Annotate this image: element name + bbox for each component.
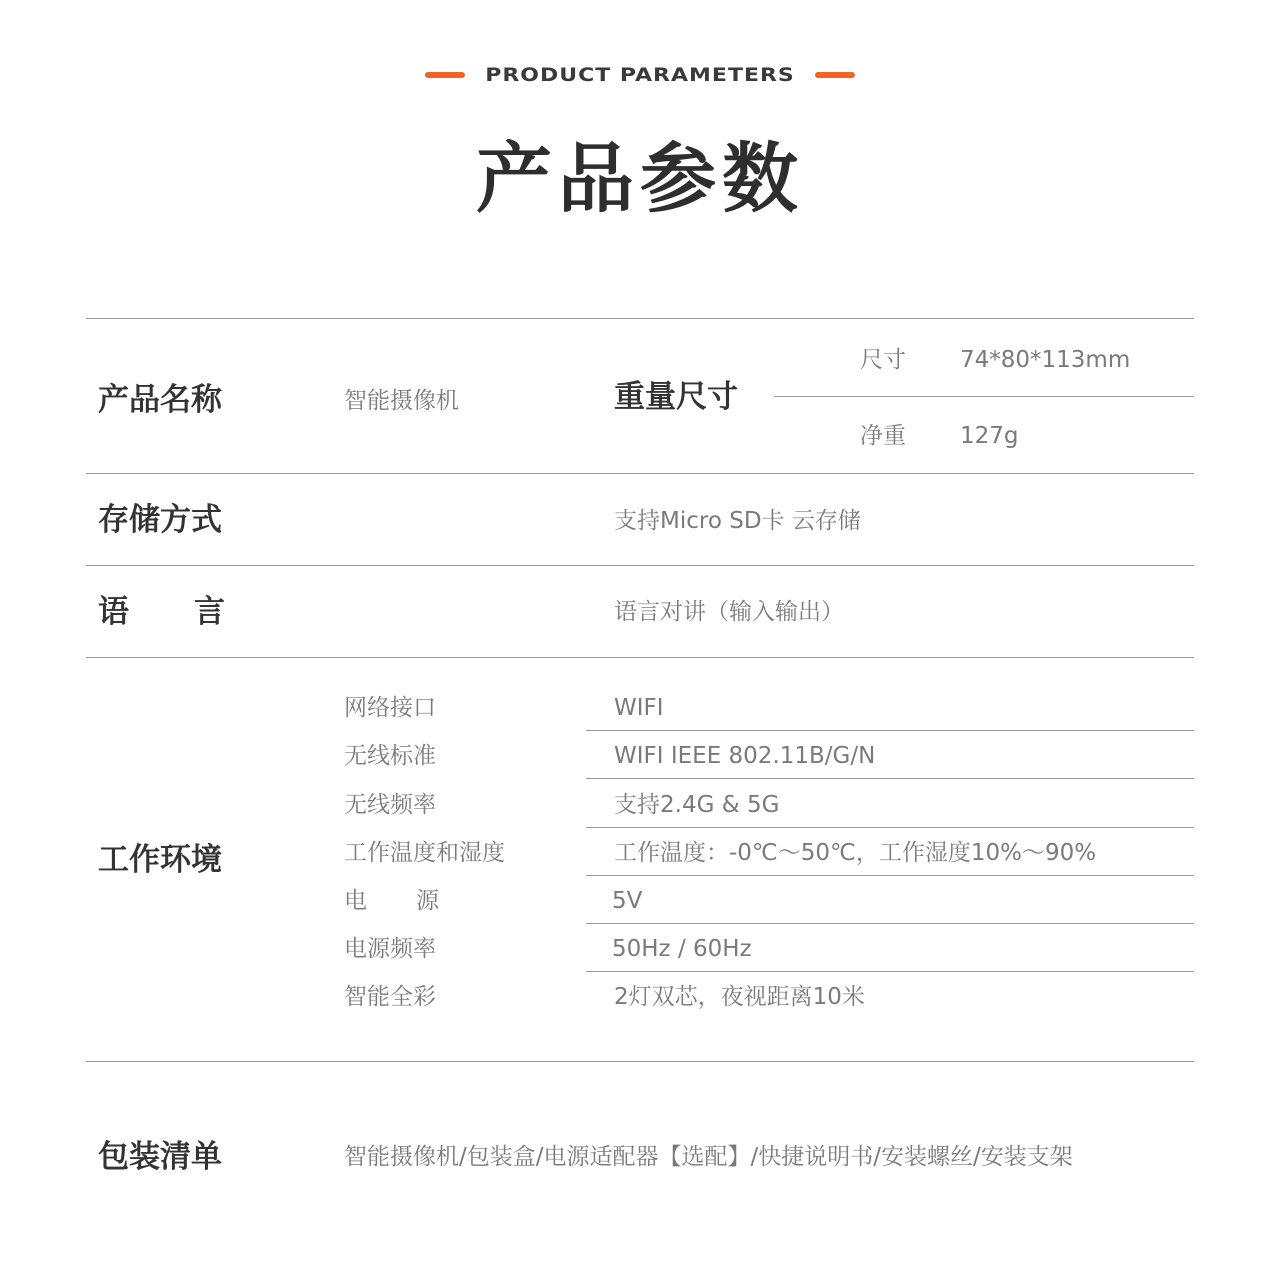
power-frequency-value: 50Hz / 60Hz xyxy=(612,936,752,962)
product-name-label: 产品名称 xyxy=(98,382,222,418)
environment-label: 工作环境 xyxy=(98,842,222,878)
wireless-standard-value: WIFI IEEE 802.11B/G/N xyxy=(614,743,876,769)
power-label-char-2: 源 xyxy=(416,888,439,914)
smart-color-label: 智能全彩 xyxy=(344,984,436,1010)
row-divider xyxy=(86,657,1194,658)
spec-divider xyxy=(586,827,1194,828)
storage-label: 存储方式 xyxy=(98,502,222,538)
package-value: 智能摄像机/包装盒/电源适配器【选配】/快捷说明书/安装螺丝/安装支架 xyxy=(344,1144,1073,1170)
spec-divider xyxy=(586,778,1194,779)
spec-divider xyxy=(586,730,1194,731)
power-frequency-label: 电源频率 xyxy=(344,936,436,962)
size-value: 74*80*113mm xyxy=(960,347,1131,373)
product-name-value: 智能摄像机 xyxy=(344,388,459,414)
spec-divider xyxy=(586,971,1194,972)
package-label: 包装清单 xyxy=(98,1139,222,1175)
weight-size-divider xyxy=(774,396,1194,397)
network-interface-value: WIFI xyxy=(614,695,664,721)
language-label-char-1: 语 xyxy=(98,594,129,630)
language-value: 语言对讲（输入输出） xyxy=(614,599,844,625)
page-title: 产品参数 xyxy=(476,134,804,223)
english-title: PRODUCT PARAMETERS xyxy=(485,64,795,86)
wireless-standard-label: 无线标准 xyxy=(344,743,436,769)
temperature-humidity-value: 工作温度：-0℃～50℃，工作湿度10%～90% xyxy=(614,840,1097,866)
table-top-rule xyxy=(86,318,1194,319)
weight-label: 净重 xyxy=(860,423,906,449)
english-heading xyxy=(0,60,1280,90)
wireless-frequency-label: 无线频率 xyxy=(344,792,436,818)
row-divider xyxy=(86,1061,1194,1062)
language-label-char-2: 言 xyxy=(194,594,225,630)
left-accent-dash xyxy=(425,72,465,78)
network-interface-label: 网络接口 xyxy=(344,695,436,721)
size-label: 尺寸 xyxy=(860,347,906,373)
power-label-char-1: 电 xyxy=(344,888,367,914)
row-divider xyxy=(86,565,1194,566)
spec-divider xyxy=(586,923,1194,924)
weight-size-label: 重量尺寸 xyxy=(614,379,738,415)
power-value: 5V xyxy=(612,888,643,914)
row-divider xyxy=(86,473,1194,474)
storage-value: 支持Micro SD卡 云存储 xyxy=(614,508,861,534)
smart-color-value: 2灯双芯，夜视距离10米 xyxy=(614,984,865,1010)
weight-value: 127g xyxy=(960,423,1019,449)
spec-divider xyxy=(586,875,1194,876)
right-accent-dash xyxy=(815,72,855,78)
temperature-humidity-label: 工作温度和湿度 xyxy=(344,840,505,866)
wireless-frequency-value: 支持2.4G & 5G xyxy=(614,792,780,818)
